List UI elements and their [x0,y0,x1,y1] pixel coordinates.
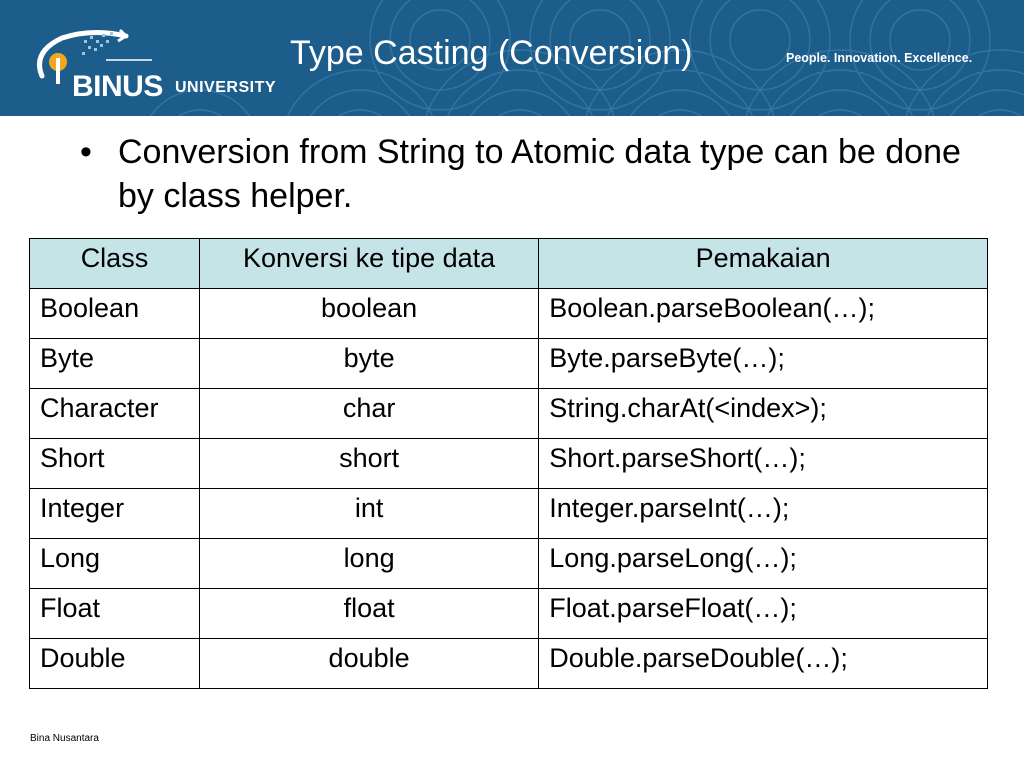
cell-class: Boolean [30,289,200,339]
brand-tagline: People. Innovation. Excellence. [786,51,973,65]
table-row [30,639,988,689]
footer-text: Bina Nusantara [30,733,99,744]
column-header-conversion: Konversi ke tipe data [199,239,538,289]
cell-usage: Long.parseLong(…); [539,539,988,589]
cell-usage: Byte.parseByte(…); [539,339,988,389]
table-row [30,489,988,539]
table-row [30,539,988,589]
cell-type: int [199,489,538,539]
logo-wordmark-binus: BINUS [72,70,163,103]
cell-class: Integer [30,489,200,539]
cell-class: Long [30,539,200,589]
cell-type: char [199,389,538,439]
conversion-table [29,238,988,689]
table-header-row [30,239,988,289]
logo-wordmark-university: UNIVERSITY [175,79,277,96]
table-row [30,389,988,439]
cell-type: float [199,589,538,639]
table-row [30,289,988,339]
cell-type: short [199,439,538,489]
cell-class: Float [30,589,200,639]
bullet-dot-icon: • [80,133,92,171]
cell-usage: String.charAt(<index>); [539,389,988,439]
table-row [30,339,988,389]
table-row [30,589,988,639]
binus-logo [22,14,292,104]
column-header-class: Class [30,239,200,289]
slide-header [0,0,1024,116]
table-row [30,439,988,489]
cell-type: byte [199,339,538,389]
cell-type: double [199,639,538,689]
cell-usage: Double.parseDouble(…); [539,639,988,689]
cell-type: long [199,539,538,589]
cell-class: Short [30,439,200,489]
column-header-usage: Pemakaian [539,239,988,289]
cell-usage: Boolean.parseBoolean(…); [539,289,988,339]
cell-type: boolean [199,289,538,339]
slide-title: Type Casting (Conversion) [290,34,693,72]
cell-class: Byte [30,339,200,389]
cell-usage: Short.parseShort(…); [539,439,988,489]
cell-usage: Float.parseFloat(…); [539,589,988,639]
bullet-text: Conversion from String to Atomic data type can be done by class helper. [118,133,961,215]
cell-class: Double [30,639,200,689]
cell-class: Character [30,389,200,439]
cell-usage: Integer.parseInt(…); [539,489,988,539]
